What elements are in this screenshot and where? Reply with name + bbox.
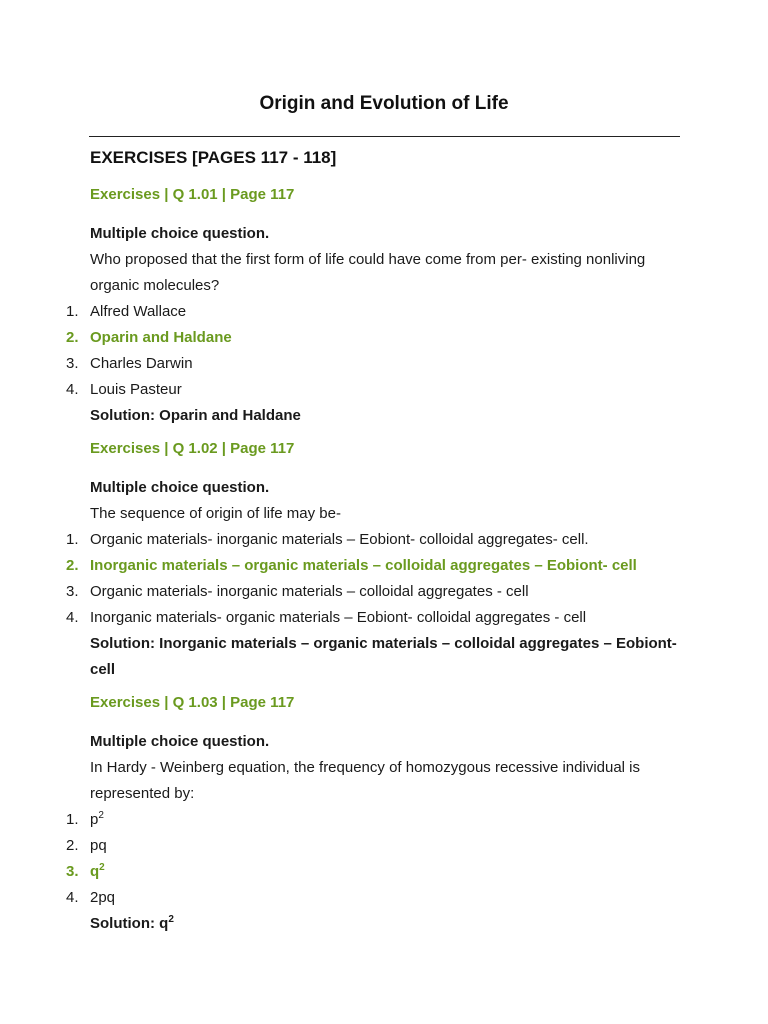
option-text: Charles Darwin (90, 355, 193, 372)
option-list (66, 527, 690, 631)
option-number: 1. (66, 531, 79, 548)
question-3 (66, 693, 690, 937)
option-base: p (90, 811, 99, 828)
option-base: pq (90, 837, 107, 854)
option-item-correct (66, 325, 690, 351)
question-type: Multiple choice question. (90, 225, 270, 242)
solution-text: Solution: q (90, 915, 169, 932)
option-item (66, 579, 690, 605)
option-list (66, 807, 690, 911)
option-item (66, 885, 690, 911)
option-item (66, 807, 690, 833)
option-number: 2. (66, 837, 79, 854)
question-type: Multiple choice question. (90, 733, 270, 750)
page-title: Origin and Evolution of Life (259, 93, 509, 114)
solution: Solution: Oparin and Haldane (90, 407, 301, 424)
option-number: 4. (66, 609, 79, 626)
question-2 (66, 439, 690, 683)
option-text: Alfred Wallace (90, 303, 187, 320)
option-number: 3. (66, 355, 79, 372)
option-item (66, 833, 690, 859)
option-text: Inorganic materials- organic materials – Eobiont- colloidal aggregates - cell (90, 609, 587, 626)
option-base: q (90, 863, 100, 880)
question-ref[interactable]: Exercises | Q 1.01 | Page 117 (90, 186, 295, 203)
option-text: Louis Pasteur (90, 381, 182, 398)
title-divider (89, 136, 680, 137)
solution: Solution: Inorganic materials – organic materials – colloidal aggregates – Eobiont- cell (90, 635, 677, 678)
option-number: 2. (66, 329, 79, 346)
option-number: 1. (66, 303, 79, 320)
section-heading: EXERCISES [PAGES 117 - 118] (90, 148, 337, 167)
option-number: 4. (66, 889, 79, 906)
option-list (66, 299, 690, 403)
option-item-correct (66, 553, 690, 579)
question-text: The sequence of origin of life may be- (90, 505, 341, 522)
question-1 (66, 185, 690, 429)
question-ref[interactable]: Exercises | Q 1.03 | Page 117 (90, 694, 295, 711)
solution (90, 911, 690, 937)
option-number: 1. (66, 811, 79, 828)
question-ref[interactable]: Exercises | Q 1.02 | Page 117 (90, 440, 295, 457)
option-item (66, 377, 690, 403)
solution-exponent: 2 (168, 914, 174, 925)
option-number: 3. (66, 863, 79, 880)
option-text: Oparin and Haldane (90, 329, 232, 346)
option-item (66, 351, 690, 377)
option-exponent: 2 (99, 862, 105, 873)
option-text: Inorganic materials – organic materials – colloidal aggregates – Eobiont- cell (90, 557, 637, 574)
option-exponent: 2 (98, 810, 104, 821)
option-item (66, 527, 690, 553)
option-number: 2. (66, 557, 79, 574)
option-item-correct (66, 859, 690, 885)
option-item (66, 299, 690, 325)
question-text: In Hardy - Weinberg equation, the frequency of homozygous recessive individual is represented by: (90, 759, 641, 802)
option-base: 2pq (90, 889, 116, 906)
option-number: 4. (66, 381, 79, 398)
document-body (66, 146, 690, 937)
option-text: Organic materials- inorganic materials – colloidal aggregates - cell (90, 583, 529, 600)
question-type: Multiple choice question. (90, 479, 270, 496)
option-text: Organic materials- inorganic materials – Eobiont- colloidal aggregates- cell. (90, 531, 589, 548)
option-item (66, 605, 690, 631)
option-number: 3. (66, 583, 79, 600)
question-text: Who proposed that the first form of life could have come from per- existing nonliving organic molecules? (90, 251, 646, 294)
